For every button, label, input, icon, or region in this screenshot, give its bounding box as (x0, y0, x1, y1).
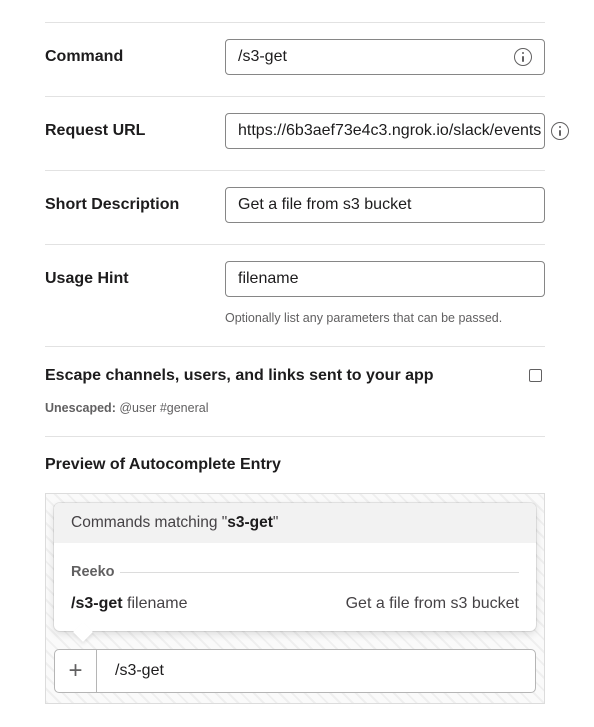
autocomplete-entry-description: Get a file from s3 bucket (345, 595, 519, 612)
message-composer[interactable] (54, 649, 536, 693)
autocomplete-header-query: s3-get (227, 514, 273, 531)
autocomplete-entry-command: /s3-get (71, 595, 123, 612)
usage-hint-value[interactable]: filename (238, 270, 299, 287)
short-description-field[interactable] (225, 187, 545, 223)
autocomplete-header (54, 503, 536, 543)
autocomplete-header-suffix: " (272, 514, 279, 531)
divider-command (45, 96, 545, 97)
request-url-value[interactable]: https://6b3aef73e4c3.ngrok.io/slack/events (238, 122, 542, 139)
info-icon[interactable] (514, 48, 532, 66)
command-label: Command (45, 48, 124, 65)
short-description-value[interactable]: Get a file from s3 bucket (238, 196, 412, 213)
usage-hint-label: Usage Hint (45, 270, 129, 287)
autocomplete-entry[interactable] (71, 595, 188, 613)
command-field[interactable] (225, 39, 545, 75)
divider-request-url (45, 170, 545, 171)
divider-escape (45, 436, 545, 437)
autocomplete-header-prefix: Commands matching " (71, 514, 228, 531)
unescaped-example: @user #general (119, 401, 209, 415)
info-icon[interactable] (551, 122, 569, 140)
plus-icon[interactable]: + (55, 650, 97, 692)
divider-top (45, 22, 545, 23)
divider-usage-hint (45, 346, 545, 347)
autocomplete-card (54, 503, 536, 631)
autocomplete-app-divider (120, 572, 519, 573)
escape-label: Escape channels, users, and links sent to your app (45, 367, 434, 384)
divider-short-description (45, 244, 545, 245)
unescaped-note (45, 401, 208, 415)
escape-checkbox[interactable] (529, 369, 542, 382)
unescaped-label: Unescaped: (45, 401, 116, 415)
autocomplete-app-name: Reeko (71, 564, 115, 580)
autocomplete-entry-hint: filename (127, 595, 188, 612)
preview-title: Preview of Autocomplete Entry (45, 456, 281, 473)
usage-hint-field[interactable] (225, 261, 545, 297)
request-url-field[interactable] (225, 113, 545, 149)
request-url-label: Request URL (45, 122, 146, 139)
short-description-label: Short Description (45, 196, 180, 213)
composer-text[interactable]: /s3-get (115, 662, 164, 679)
command-value[interactable]: /s3-get (238, 48, 287, 65)
usage-hint-help: Optionally list any parameters that can be passed. (225, 311, 503, 325)
